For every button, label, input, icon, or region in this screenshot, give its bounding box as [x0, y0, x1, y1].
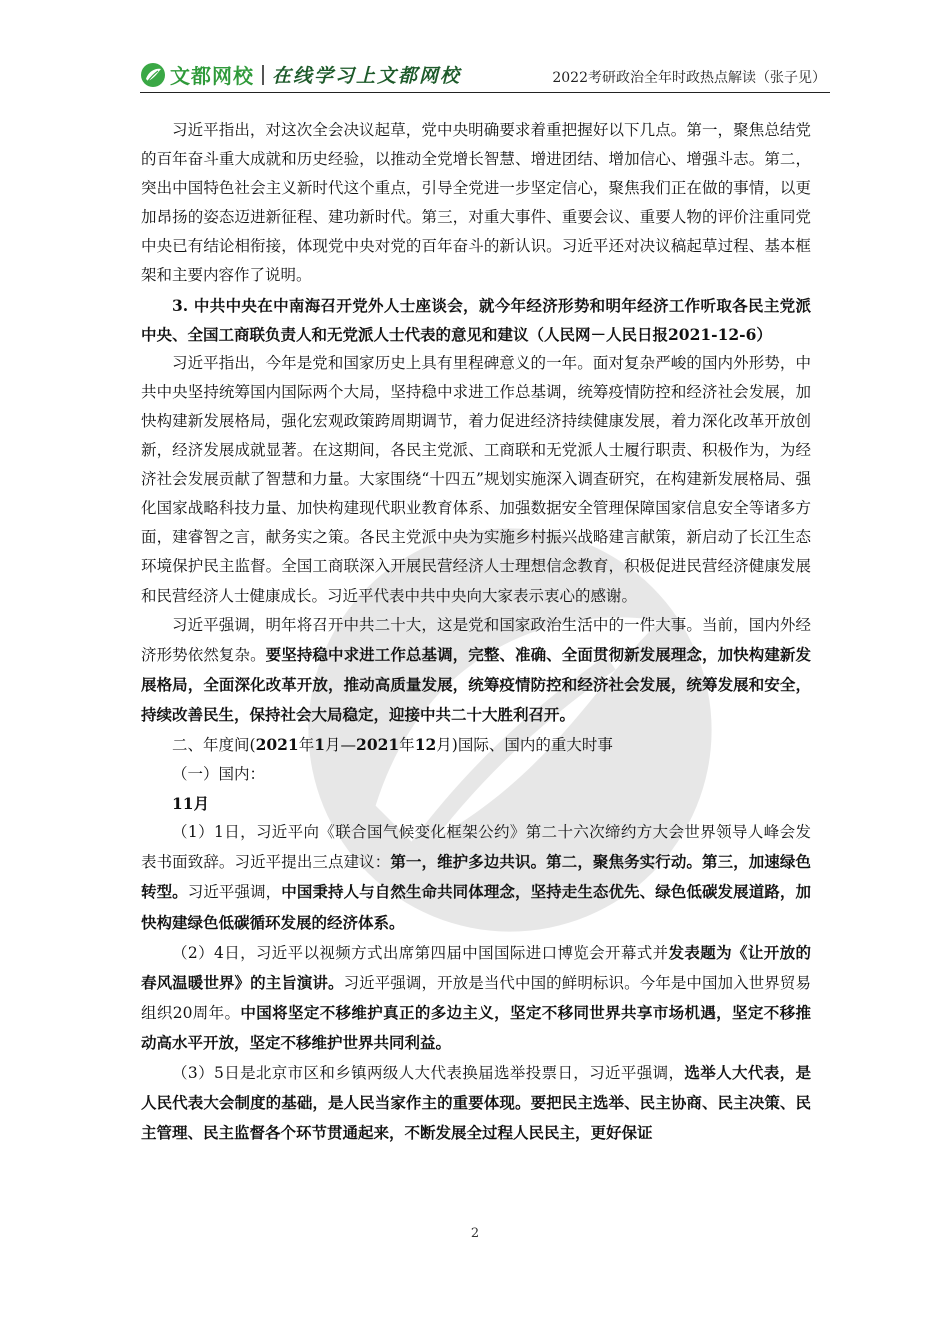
text-normal: 习近平强调，开放是当代中国的鲜明标识。今年是中国加入世界贸易组织20周年。	[141, 973, 811, 1022]
item-2-expo	[141, 938, 811, 1058]
document-title: 2022考研政治全年时政热点解读（张子见）	[552, 70, 826, 86]
paragraph-economic-review: 习近平指出，今年是党和国家历史上具有里程碑意义的一年。面对复杂严峻的国内外形势，中共中央坚持统筹国内国际两个大局，坚持稳中求进工作总基调，统筹疫情防控和经济社会发展，加快构建新发展格局，强化宏观政策跨周期调节，着力促进经济持续健康发展，着力深化改革开放创新，经济发展成就显著。在这期间，各民主党派、工商联和无党派人士履行职责、积极作为，为经济社会发展贡献了智慧和力量。大家围绕“十四五”规划实施深入调查研究，在构建新发展格局、强化国家战略科技力量、加快构建现代职业教育体系、加强数据安全管理保障国家信息安全等诸多方面，建睿智之言，献务实之策。各民主党派中央为实施乡村振兴战略建言献策，新启动了长江生态环境保护民主监督。全国工商联深入开展民营经济人士理想信念教育，积极促进民营经济健康发展和民营经济人士健康成长。习近平代表中共中央向大家表示衷心的感谢。	[141, 353, 811, 605]
text-emphasis: 发表题为《让开放的春风温暖世界》的主旨演讲。	[141, 942, 811, 992]
text-emphasis: 中国秉持人与自然生命共同体理念，坚持走生态优先、绿色低碳发展道路，加快构建绿色低碳循环发展的经济体系。	[141, 882, 811, 932]
page-number: 2	[470, 1226, 480, 1241]
text-normal: （1）1日，习近平向《联合国气候变化框架公约》第二十六次缔约方大会世界领导人峰会发表书面致辞。习近平提出三点建议：	[141, 823, 811, 872]
page-header	[140, 58, 830, 93]
heading-item-3: 3. 中共中央在中南海召开党外人士座谈会，就今年经济形势和明年经济工作听取各民主党派中央、全国工商联负责人和无党派人士代表的意见和建议（人民网－人民日报2021-12-6）	[141, 295, 811, 344]
paragraph-plenum-points: 习近平指出，对这次全会决议起草，党中央明确要求着重把握好以下几点。第一，聚焦总结党的百年奋斗重大成就和历史经验，以推动全党增长智慧、增进团结、增加信心、增强斗志。第二，突出中国特色社会主义新时代这个重点，引导全党进一步坚定信心，聚焦我们正在做的事情，以更加昂扬的姿态迈进新征程、建功新时代。第三，对重大事件、重要会议、重要人物的评价注重同党中央已有结论相衔接，体现党中央对党的百年奋斗的新认识。习近平还对决议稿起草过程、基本框架和主要内容作了说明。	[141, 121, 811, 285]
item-1-climate	[141, 818, 811, 937]
text-normal: （3）5日是北京市区和乡镇两级人大代表换届选举投票日，习近平强调，	[172, 1064, 685, 1082]
text-emphasis: 中国将坚定不移维护真正的多边主义，坚定不移同世界共享市场机遇，坚定不移推动高水平开放，坚定不移维护世界共同利益。	[141, 1002, 811, 1052]
sec-month: 12	[414, 734, 437, 754]
logo	[140, 60, 461, 89]
logo-slogan: 在线学习上文都网校	[272, 65, 462, 87]
text-emphasis: 第一，维护多边共识。第二，聚焦务实行动。第三，加速绿色转型。	[141, 852, 811, 902]
logo-brand-text: 文都网校	[170, 64, 254, 88]
paragraph-next-year	[141, 611, 811, 730]
item-3-election	[141, 1058, 811, 1148]
sec-year: 2021	[356, 734, 400, 754]
text-emphasis: 要坚持稳中求进工作总基调，完整、准确、全面贯彻新发展理念，加快构建新发展格局，全面深化改革开放，推动高质量发展，统筹疫情防控和经济社会发展，统筹发展和安全，持续改善民生，保持社会大局稳定，迎接中共二十大胜利召开。	[141, 644, 811, 724]
sec-month: 1	[314, 734, 326, 754]
text-emphasis: 选举人大代表，是人民代表大会制度的基础，是人民当家作主的重要体现。要把民主选举、民主协商、民主决策、民主管理、民主监督各个环节贯通起来，不断发展全过程人民民主，更好保证	[141, 1063, 811, 1143]
logo-separator	[262, 65, 264, 85]
text-normal: 习近平强调，	[187, 883, 282, 902]
sec-text: 月)国际、国内的重大时事	[436, 735, 613, 754]
text-normal: （2）4日，习近平以视频方式出席第四届中国国际进口博览会开幕式并	[172, 943, 669, 962]
logo-leaf-icon	[140, 62, 166, 88]
page-content	[141, 116, 811, 1148]
subheading-domestic: （一）国内：	[172, 765, 266, 784]
sec-text: 年	[298, 735, 315, 754]
sec-text: 月—	[325, 735, 357, 754]
section-heading-2	[141, 730, 811, 760]
month-heading: 11月	[172, 794, 210, 814]
sec-text: 二、年度间(	[172, 735, 256, 754]
sec-text: 年	[399, 735, 415, 754]
sec-year: 2021	[255, 734, 299, 754]
text-normal: 习近平强调，明年将召开中共二十大，这是党和国家政治生活中的一件大事。当前，国内外经济形势依然复杂。	[141, 615, 811, 664]
